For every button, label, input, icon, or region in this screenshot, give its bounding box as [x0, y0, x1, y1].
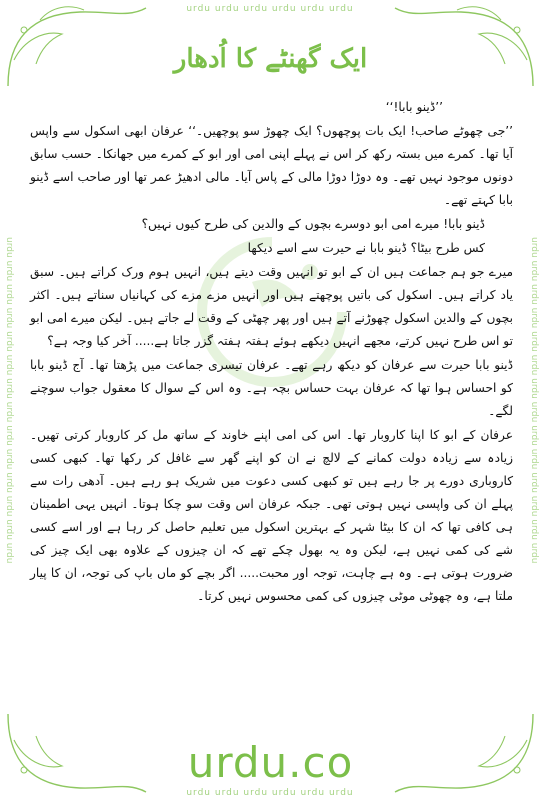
- bottom-pattern-strip: urdu urdu urdu urdu urdu urdu: [186, 788, 354, 798]
- story-paragraph: ’’جی چھوٹے صاحب! ایک بات پوچھوں؟ ایک چھوڑ سو پوچھیں۔‘‘ عرفان ابھی اسکول سے واپس آیا تھا۔ کمرے میں بستہ رکھ کر اس نے پہلے اپنی امی اور ابو کے کمرے میں جھانکا۔ حسب سابق دونوں موجود نہیں تھے۔ وہ دوڑا دوڑا مالی کے پاس آیا۔ مالی ادھیڑ عمر تھا اور صاحب اسے ڈینو بابا کہتے تھے۔: [30, 124, 513, 207]
- left-pattern-strip: urdu urdu urdu urdu urdu urdu urdu urdu urdu urdu urdu urdu urdu urdu: [4, 236, 14, 564]
- story-paragraph: کس طرح بیٹا؟ ڈینو بابا نے حیرت سے اسے دیکھا: [247, 241, 485, 255]
- footer-logo[interactable]: urdu.co: [187, 738, 354, 787]
- story-paragraph: ’’ڈینو بابا!‘‘: [385, 100, 443, 114]
- story-paragraph: میرے جو ہم جماعت ہیں ان کے ابو تو انہیں وقت دیتے ہیں، انہیں ہوم ورک کراتے ہیں۔ سبق یاد کراتے ہیں۔ اسکول کی باتیں پوچھتے ہیں اور انہیں مزے مزے کی کہانیاں سناتے ہیں۔ اکثر بچوں کے والدین اسکول چھوڑنے آتے ہیں اور پھر چھٹی کے وقت لے جاتے ہیں۔ لیکن میرے امی ابو تو اس طرح نہیں کرتے، مجھے انہیں دیکھے ہوئے ہفتہ ہفتہ گزر جاتا ہے..... آخر کیا وجہ ہے؟: [30, 265, 513, 348]
- story-body: [30, 96, 513, 609]
- top-pattern-strip: urdu urdu urdu urdu urdu urdu: [186, 4, 354, 14]
- right-pattern-strip: urdu urdu urdu urdu urdu urdu urdu urdu urdu urdu urdu urdu urdu urdu: [529, 236, 539, 564]
- story-paragraph: عرفان کے ابو کا اپنا کاروبار تھا۔ اس کی امی اپنے خاوند کے ساتھ مل کر کاروبار کرتی تھیں۔ زیادہ سے زیادہ دولت کمانے کے لالچ نے ان کو اپنے گھر سے غافل کر رکھا تھا۔ کبھی کسی کاروباری دورے پر جا رہے ہیں تو کبھی کسی دعوت میں شریک ہو رہے ہیں۔ آدھی رات سے پہلے ان کی واپسی نہیں ہوتی تھی۔ جبکہ عرفان اس وقت سو چکا ہوتا۔ انہیں یہی اطمینان ہی کافی تھا کہ ان کا بیٹا شہر کے بہترین اسکول میں تعلیم حاصل کر رہا ہے اور اسے کسی شے کی کمی نہیں ہے، لیکن وہ یہ بھول چکے تھے کہ ان چیزوں کے علاوہ بھی ایک چیز کی ضرورت ہوتی ہے۔ وہ ہے چاہت، توجہ اور محبت..... اگر بچے کو ماں باپ کی توجہ، ان کا پیار ملتا ہے، وہ چھوٹی موٹی چیزوں کی کمی محسوس نہیں کرتا۔: [30, 428, 513, 603]
- page-title: ایک گھنٹے کا اُدھار: [173, 44, 368, 74]
- story-paragraph: ڈینو بابا حیرت سے عرفان کو دیکھ رہے تھے۔ عرفان تیسری جماعت میں پڑھتا تھا۔ آج ڈینو بابا کو احساس ہوا تھا کہ عرفان بہت حساس بچہ ہے۔ وہ اس کے سوال کا معقول جواب سوچنے لگے۔: [30, 358, 513, 418]
- story-paragraph: ڈینو بابا! میرے امی ابو دوسرے بچوں کے والدین کی طرح کیوں نہیں؟: [141, 217, 485, 231]
